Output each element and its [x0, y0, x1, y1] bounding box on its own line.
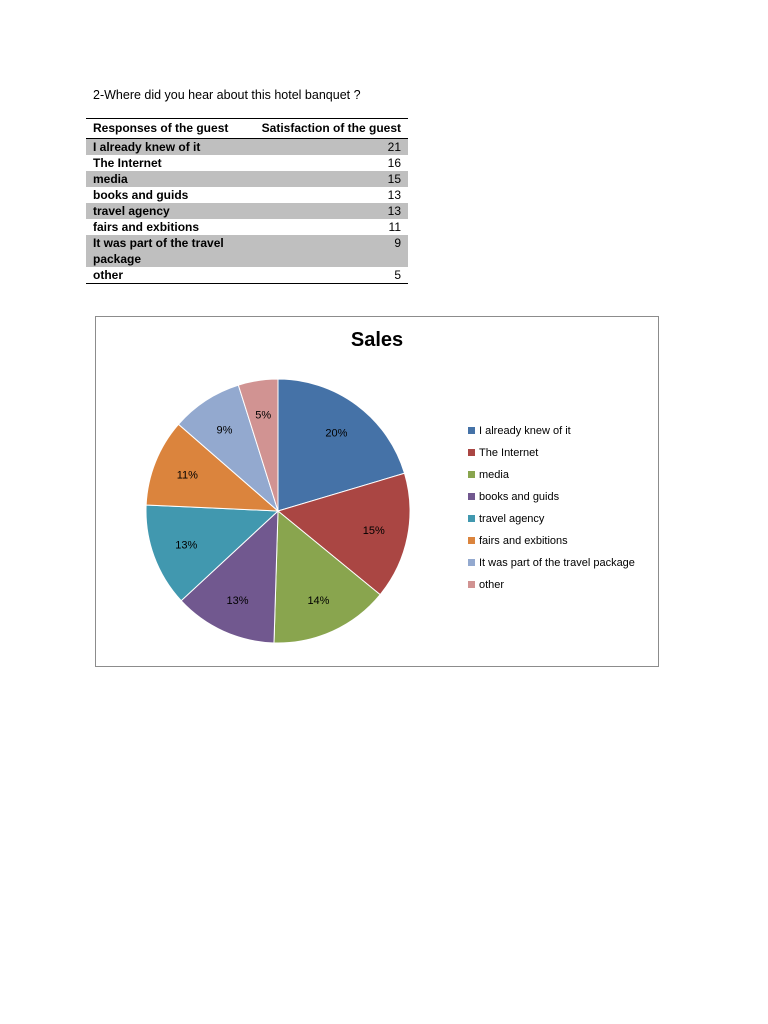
legend-swatch: [468, 427, 475, 434]
pie-chart: [95, 316, 659, 667]
row-label: The Internet: [93, 156, 162, 170]
slice-data-label: 14%: [307, 594, 330, 607]
row-value: 5: [250, 267, 408, 284]
slice-data-label: 11%: [176, 469, 198, 482]
slice-data-label: 13%: [226, 594, 249, 607]
slice-data-label: 15%: [362, 525, 385, 538]
legend-entry: other: [479, 579, 505, 591]
table-row: [86, 155, 408, 171]
row-value: 15: [250, 171, 408, 187]
responses-table: [86, 118, 408, 284]
row-value: 21: [250, 139, 408, 156]
column-header-satisfaction: Satisfaction of the guest: [250, 119, 408, 139]
legend-entry: The Internet: [479, 447, 539, 459]
question-title: 2-Where did you hear about this hotel banquet ?: [93, 88, 361, 102]
row-label: other: [86, 267, 250, 284]
table-row: [86, 235, 408, 267]
row-label: It was part of the travel package: [86, 235, 250, 267]
legend-entry: travel agency: [479, 513, 545, 525]
row-value: 16: [387, 156, 401, 170]
slice-data-label: 20%: [325, 427, 348, 440]
legend-swatch: [468, 515, 475, 522]
chart-title: Sales: [350, 329, 404, 351]
row-value: 11: [388, 220, 401, 234]
table-header-row: [86, 119, 408, 139]
table-row: [86, 187, 408, 203]
table-row: [86, 267, 408, 284]
legend-entry: It was part of the travel package: [479, 557, 635, 569]
table-row: [86, 139, 408, 156]
row-label: travel agency: [86, 203, 250, 219]
pie-chart-canvas: [96, 317, 658, 666]
legend-swatch: [468, 537, 475, 544]
legend-entry: I already knew of it: [479, 425, 571, 437]
legend-entry: books and guids: [479, 491, 560, 503]
table-row: [86, 219, 408, 235]
legend-swatch: [468, 581, 475, 588]
row-label: media: [86, 171, 250, 187]
slice-data-label: 13%: [175, 539, 198, 552]
row-value: 9: [250, 235, 408, 267]
row-value: 13: [250, 203, 408, 219]
row-label: books and guids: [93, 188, 189, 202]
row-label: fairs and exbitions: [93, 220, 200, 234]
row-label: I already knew of it: [86, 139, 250, 156]
row-value: 13: [387, 188, 401, 202]
legend-swatch: [468, 449, 475, 456]
column-header-responses: Responses of the guest: [86, 119, 250, 139]
legend-swatch: [468, 493, 475, 500]
slice-data-label: 9%: [216, 424, 233, 437]
table-row: [86, 203, 408, 219]
table-row: [86, 171, 408, 187]
legend-entry: fairs and exbitions: [479, 535, 568, 547]
legend-entry: media: [479, 469, 509, 481]
slice-data-label: 5%: [255, 409, 272, 422]
legend-swatch: [468, 559, 475, 566]
legend-swatch: [468, 471, 475, 478]
